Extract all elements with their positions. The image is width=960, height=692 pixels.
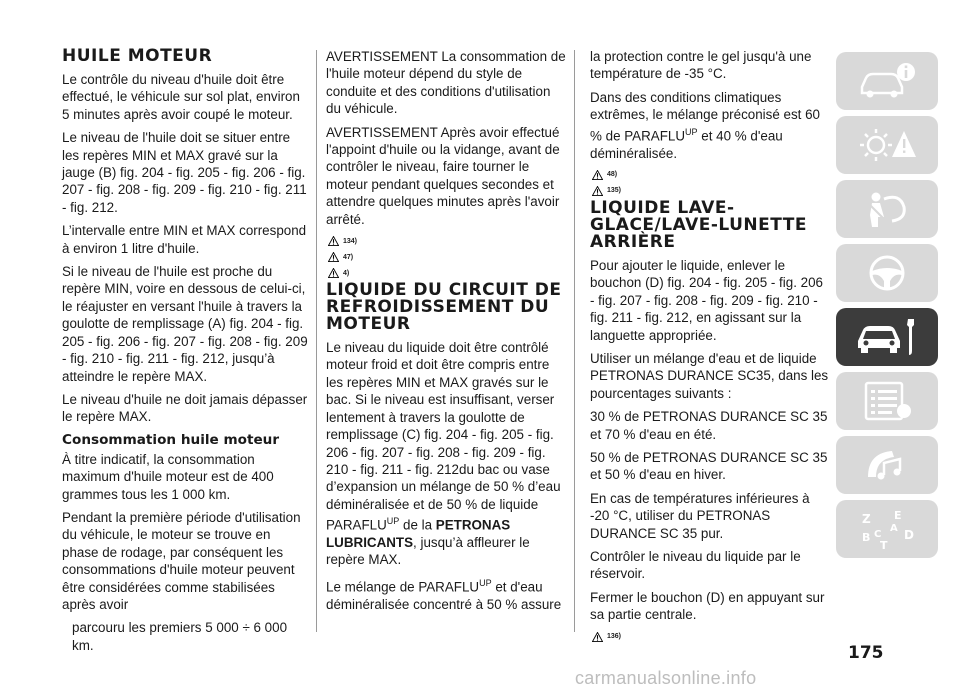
paragraph: Le niveau de l'huile doit se situer entre les repères MIN et MAX gravé sur la jauge (B) fig. 204 - fig. 205 - fig. 206 - fig. 207 - fig. 208 - fig. 209 - fig. 210 - fig. 211 - fig. 212. [62, 130, 307, 215]
steering-wheel-icon [854, 251, 920, 295]
text: et 40 % d'eau déminéralisée. [590, 128, 783, 161]
warning-reference[interactable] [328, 266, 566, 280]
warning-ref-label: 48) [607, 171, 618, 179]
paragraph: Si le niveau de l'huile est proche du repère MIN, voire en dessous de celui-ci, le réajuster en versant l'huile à travers la goulotte de remplissage (A) fig. 204 - fig. 205 - fig. 206 - fig. 207 - fig. 208 - fig. 209 - fig. 210 - fig. 211 - fig. 212, jusqu’à atteindre le repère MAX. [62, 264, 308, 384]
warning-reference[interactable] [592, 184, 830, 198]
warning-reference[interactable] [592, 168, 830, 182]
text: Le niveau du liquide doit être contrôlé moteur froid et doit être compris entre les repères MIN et MAX gravés sur le bac. Si le niveau est insuffisant, verser lentement à travers la goulotte de remplissage (C) fig. 204 - fig. 205 - fig. 206 - fig. 207 - fig. 208 - fig. 209 - fig. 210 - fig. 211 - fig. 212du bac ou vase d’expansion un mélange de 50 % d’eau déminéralisée et de 50 % de liquide PARAFLU [326, 340, 561, 533]
page-number: 175 [848, 643, 884, 663]
superscript: UP [685, 126, 698, 137]
svg-text:C: C [874, 529, 882, 540]
paragraph: En cas de températures inférieures à -20 °C, utiliser du PETRONAS DURANCE SC 35 pur. [590, 490, 810, 541]
paragraph: AVERTISSEMENT Après avoir effectué l'appoint d'huile ou la vidange, avant de contrôler le niveau, faire tourner le moteur pendant quelques secondes et attendre quelques minutes après l'avoir arrêté. [326, 124, 560, 227]
paragraph: 30 % de PETRONAS DURANCE SC 35 et 70 % d'eau en été. [590, 409, 828, 442]
section-heading: LIQUIDE DU CIRCUIT DE REFROIDISSEMENT DU MOTEUR [326, 280, 562, 335]
svg-text:A: A [890, 523, 898, 534]
paragraph: À titre indicatif, la consommation maximum d'huile moteur est de 400 grammes tous les 1 000 km. [62, 451, 274, 502]
warning-reference[interactable] [328, 234, 566, 248]
warning-ref-label: 136) [607, 633, 622, 641]
watermark: carmanualsonline.info [575, 668, 757, 688]
warning-triangle-icon [592, 186, 603, 196]
technical-data-icon [854, 379, 920, 423]
tab-index[interactable] [836, 500, 938, 558]
tab-warning-lights[interactable] [836, 116, 938, 174]
column-2 [326, 48, 566, 619]
text: Le mélange de PARAFLU [326, 579, 480, 595]
paragraph [326, 575, 566, 613]
subsection-heading: Consommation huile moteur [62, 431, 280, 448]
column-1 [62, 48, 310, 660]
tab-maintenance[interactable] [836, 308, 938, 366]
tab-car-info[interactable] [836, 52, 938, 110]
paragraph: L’intervalle entre MIN et MAX correspond à environ 1 litre d'huile. [62, 223, 307, 256]
tab-multimedia[interactable] [836, 436, 938, 494]
warning-ref-label: 135) [607, 187, 622, 195]
paragraph: la protection contre le gel jusqu'à une température de -35 °C. [590, 49, 812, 82]
index-letters-icon [854, 507, 920, 551]
warning-reference[interactable] [328, 250, 566, 264]
warning-reference[interactable] [592, 630, 830, 644]
column-divider [316, 50, 317, 632]
warning-triangle-icon [328, 268, 339, 278]
svg-text:B: B [862, 531, 871, 544]
tab-driving[interactable] [836, 244, 938, 302]
svg-text:T: T [880, 539, 888, 551]
paragraph: 50 % de PETRONAS DURANCE SC 35 et 50 % d'eau en hiver. [590, 449, 828, 483]
superscript: UP [479, 577, 492, 588]
text: , jusqu’à affleurer le repère MAX. [326, 535, 530, 568]
paragraph: Contrôler le niveau du liquide par le réservoir. [590, 549, 801, 582]
warning-triangle-icon [328, 252, 339, 262]
warning-ref-label: 47) [343, 253, 354, 261]
tab-safety[interactable] [836, 180, 938, 238]
paragraph [326, 339, 566, 569]
paragraph: Le niveau d'huile ne doit jamais dépasser le repère MAX. [62, 391, 308, 425]
multimedia-icon [854, 443, 920, 487]
warning-triangle-icon [592, 632, 603, 642]
tab-technical-data[interactable] [836, 372, 938, 430]
svg-text:Z: Z [862, 512, 871, 526]
warning-triangle-icon [328, 236, 339, 246]
section-heading: LIQUIDE LAVE-GLACE/LAVE-LUNETTE ARRIÈRE [590, 197, 807, 252]
safety-airbag-icon [854, 187, 920, 231]
paragraph: Le contrôle du niveau d'huile doit être effectué, le véhicule sur sol plat, environ 5 minutes après avoir coupé le moteur. [62, 72, 300, 122]
warning-triangle-icon [592, 170, 603, 180]
paragraph: parcouru les premiers 5 000 ÷ 6 000 km. [72, 620, 288, 653]
warning-ref-label: 134) [343, 237, 358, 245]
paragraph: Pour ajouter le liquide, enlever le bouchon (D) fig. 204 - fig. 205 - fig. 206 - fig. 207 - fig. 208 - fig. 209 - fig. 210 - fig. 211 - fig. 212, en agissant sur la languette appropriée. [590, 257, 823, 343]
svg-text:D: D [904, 528, 914, 542]
warning-ref-label: 4) [343, 269, 350, 277]
superscript: UP [386, 516, 400, 527]
paragraph: Pendant la première période d'utilisation du véhicule, le moteur se trouve en phase de rodage, par conséquent les consommations d'huile moteur peuvent être considérées comme stabilisées après avoir [62, 509, 301, 612]
column-divider [574, 50, 575, 632]
car-info-icon [854, 59, 920, 103]
column-3 [590, 48, 830, 646]
warning-lights-icon [854, 123, 920, 167]
paragraph [590, 89, 830, 162]
text: Dans des conditions climatiques extrêmes, le mélange préconisé est 60 % de PARAFLU [590, 89, 820, 144]
paragraph: Utiliser un mélange d'eau et de liquide PETRONAS DURANCE SC35, dans les pourcentages suivants : [590, 350, 829, 401]
brand-name: PETRONAS LUBRICANTS [326, 517, 511, 550]
paragraph: AVERTISSEMENT La consommation de l'huile moteur dépend du style de conduite et des conditions d'utilisation du véhicule. [326, 49, 566, 117]
text: et d'eau déminéralisée concentré à 50 % assure [326, 579, 562, 612]
svg-text:E: E [894, 509, 902, 522]
text: de la [399, 517, 436, 533]
paragraph: Fermer le bouchon (D) en appuyant sur sa partie centrale. [590, 589, 825, 623]
chapter-navigation [836, 52, 938, 564]
section-heading: HUILE MOTEUR [62, 46, 213, 66]
car-service-icon [854, 315, 920, 359]
